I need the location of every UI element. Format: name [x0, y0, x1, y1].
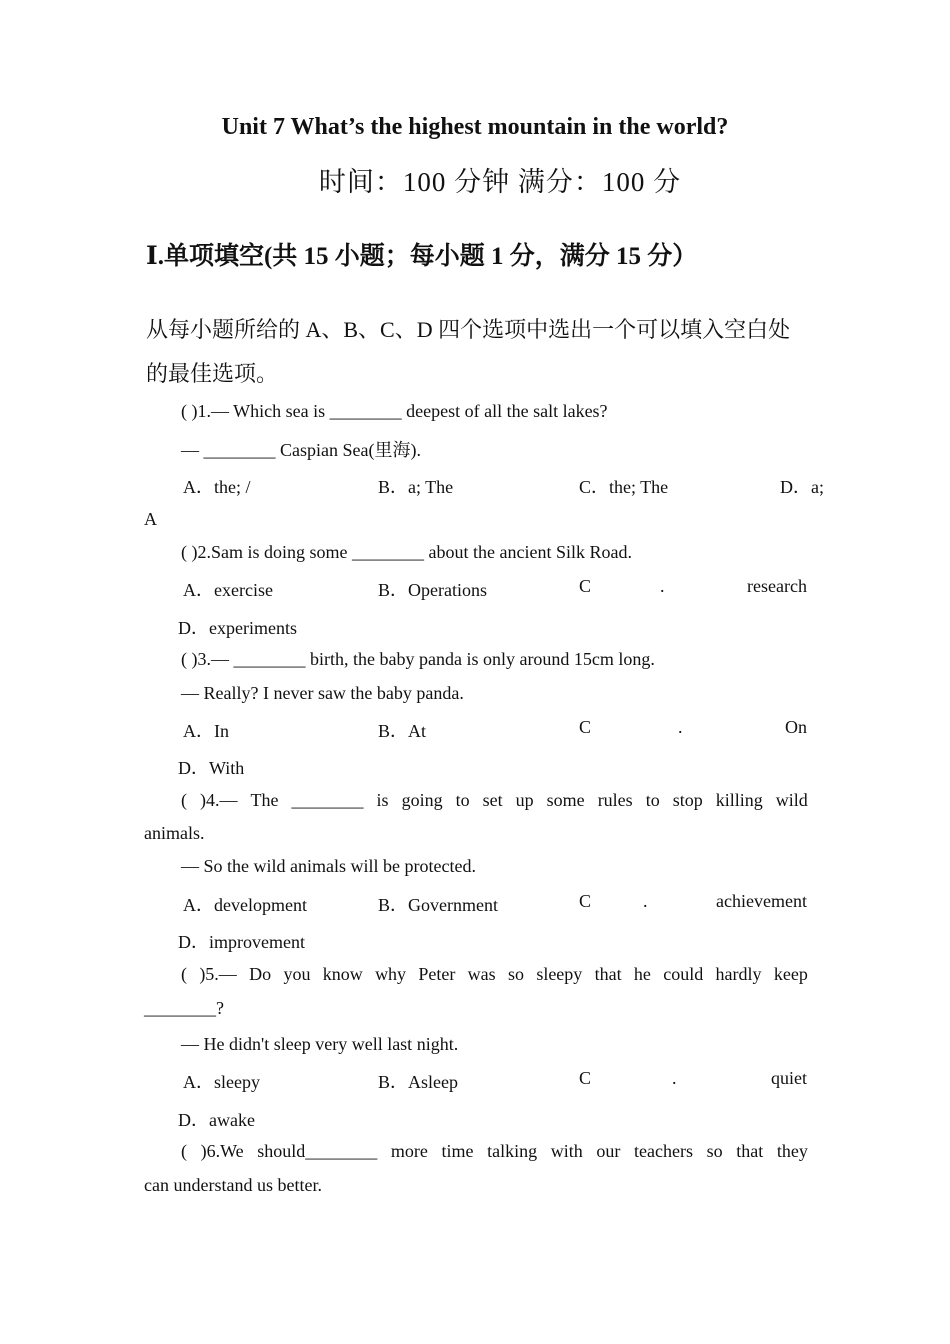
question-5-option-d: D．awake: [178, 1110, 255, 1130]
question-4-option-d: D．improvement: [178, 932, 305, 952]
question-1-stem: ( )1.— Which sea is ________ deepest of all the salt lakes?: [181, 401, 608, 421]
stem-word: Peter: [418, 964, 456, 984]
question-5-option-a: A．sleepy: [183, 1072, 260, 1092]
question-4-option-c-letter: C: [579, 891, 592, 911]
question-2-option-c-dot: .: [660, 576, 665, 596]
question-3-option-a: A．In: [183, 721, 229, 741]
question-1-option-d-cont: A: [144, 509, 157, 529]
stem-word: (: [181, 964, 187, 984]
stem-word: should________: [257, 1141, 378, 1161]
stem-word: why: [375, 964, 407, 984]
stem-word: set: [482, 790, 503, 810]
stem-word: )5.—: [199, 964, 237, 984]
stem-word: to: [455, 790, 470, 810]
stem-word: our: [596, 1141, 621, 1161]
question-6-stem: [181, 1141, 808, 1162]
stem-word: ________: [291, 790, 364, 810]
question-5-option-c-dot: .: [672, 1068, 677, 1088]
question-3-option-b: B．At: [378, 721, 427, 741]
question-3-response: — Really? I never saw the baby panda.: [181, 683, 464, 703]
question-2-stem: ( )2.Sam is doing some ________ about the ancient Silk Road.: [181, 542, 632, 562]
stem-word: hardly: [715, 964, 762, 984]
question-3-option-c-dot: .: [678, 717, 683, 737]
question-2-option-a: A．exercise: [183, 580, 273, 600]
question-5-stem: [181, 964, 808, 985]
stem-word: up: [515, 790, 534, 810]
question-3-stem: ( )3.— ________ birth, the baby panda is only around 15cm long.: [181, 649, 655, 669]
question-3-option-d: D．With: [178, 758, 245, 778]
question-4-option-c-text: achievement: [716, 891, 807, 911]
question-2-option-d: D．experiments: [178, 618, 297, 638]
stem-word: (: [181, 1141, 187, 1161]
stem-word: wild: [775, 790, 808, 810]
page-title: Unit 7 What’s the highest mountain in the world?: [221, 114, 729, 140]
question-4-stem-cont: animals.: [144, 823, 205, 843]
stem-word: more: [390, 1141, 428, 1161]
time-score-line: 时间：100 分钟 满分：100 分: [318, 167, 682, 197]
stem-word: rules: [597, 790, 633, 810]
stem-word: talking: [487, 1141, 538, 1161]
instruction-line-1: 从每小题所给的 A、B、C、D 四个选项中选出一个可以填入空白处: [146, 317, 791, 342]
stem-word: with: [550, 1141, 583, 1161]
question-3-option-c-text: On: [785, 717, 807, 737]
stem-word: going: [401, 790, 443, 810]
stem-word: is: [376, 790, 389, 810]
question-2-option-b: B．Operations: [378, 580, 487, 600]
question-2-option-c-letter: C: [579, 576, 592, 596]
stem-word: stop: [672, 790, 703, 810]
question-6-stem-cont: can understand us better.: [144, 1175, 322, 1195]
question-4-option-b: B．Government: [378, 895, 498, 915]
stem-word: so: [706, 1141, 723, 1161]
question-5-option-c-letter: C: [579, 1068, 592, 1088]
question-1-option-d: D．a;: [780, 477, 824, 497]
stem-word: was: [467, 964, 496, 984]
question-5-option-c-text: quiet: [771, 1068, 807, 1088]
question-2-option-c-text: research: [747, 576, 807, 596]
question-5-option-b: B．Asleep: [378, 1072, 458, 1092]
stem-word: could: [663, 964, 704, 984]
question-3-option-c-letter: C: [579, 717, 592, 737]
stem-word: they: [776, 1141, 808, 1161]
instruction-line-2: 的最佳选项。: [146, 361, 279, 386]
stem-word: teachers: [634, 1141, 694, 1161]
question-1-option-b: B．a; The: [378, 477, 454, 497]
stem-word: )6.We: [200, 1141, 244, 1161]
question-4-response: — So the wild animals will be protected.: [181, 856, 476, 876]
stem-word: some: [546, 790, 585, 810]
question-4-option-c-dot: .: [643, 891, 648, 911]
stem-word: so: [507, 964, 524, 984]
stem-word: time: [441, 1141, 474, 1161]
question-4-option-a: A．development: [183, 895, 307, 915]
stem-word: to: [645, 790, 660, 810]
section-heading: Ⅰ.单项填空(共 15 小题；每小题 1 分，满分 15 分）: [146, 243, 698, 270]
stem-word: keep: [773, 964, 808, 984]
stem-word: Do: [249, 964, 272, 984]
stem-word: he: [633, 964, 651, 984]
stem-word: )4.—: [200, 790, 238, 810]
stem-word: sleepy: [536, 964, 583, 984]
stem-word: that: [594, 964, 622, 984]
question-5-stem-cont: ________?: [144, 998, 224, 1018]
question-1-option-c: C．the; The: [579, 477, 669, 497]
stem-word: that: [736, 1141, 764, 1161]
stem-word: you: [283, 964, 311, 984]
stem-word: killing: [715, 790, 763, 810]
question-1-option-a: A．the; /: [183, 477, 251, 497]
question-4-stem: [181, 790, 808, 811]
stem-word: (: [181, 790, 187, 810]
stem-word: know: [322, 964, 363, 984]
question-5-response: — He didn't sleep very well last night.: [181, 1034, 459, 1054]
question-1-response: — ________ Caspian Sea(里海).: [181, 440, 421, 460]
stem-word: The: [250, 790, 279, 810]
